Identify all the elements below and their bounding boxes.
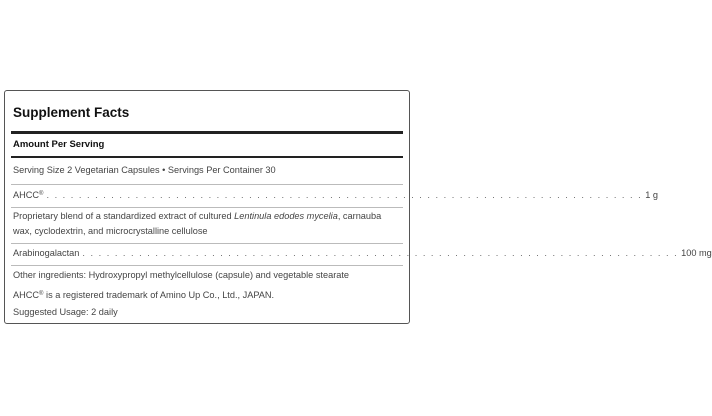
- thick-divider: [11, 131, 403, 134]
- proprietary-blend-description: Proprietary blend of a standardized extract of cultured Lentinula edodes mycelia, carnauba wax, cyclodextrin, and microcrystalline cellulose: [13, 211, 382, 236]
- row-divider: [11, 243, 403, 244]
- panel-title: Supplement Facts: [13, 105, 130, 120]
- serving-info: Serving Size 2 Vegetarian Capsules • Servings Per Container 30: [13, 165, 276, 175]
- other-ingredients: Other ingredients: Hydroxypropyl methylcellulose (capsule) and vegetable stearate: [13, 270, 350, 280]
- ingredient-quantity: 1 g: [645, 190, 658, 200]
- supplement-facts-panel: [4, 90, 712, 324]
- ingredient-row-arabinogalactan: [13, 246, 712, 261]
- registered-mark: ®: [39, 191, 44, 197]
- ingredient-row-ahcc: [13, 188, 658, 203]
- ingredient-quantity: 100 mg: [681, 248, 712, 258]
- medium-divider: [11, 156, 403, 158]
- dot-leader: . . . . . . . . . . . . . . . . . . . . . . . . . . . . . . . . . . . . . . . . . . . . . . . . . . . . . . . . . . . . . . . . . . . . . . . . . .: [46, 190, 643, 200]
- row-divider: [11, 207, 403, 208]
- amount-per-serving-header: Amount Per Serving: [13, 139, 105, 150]
- registered-mark: ®: [39, 291, 44, 297]
- trademark-notice: AHCC® is a registered trademark of Amino Up Co., Ltd., JAPAN.: [13, 290, 275, 300]
- ingredient-name: AHCC®: [13, 190, 44, 200]
- ingredient-name: Arabinogalactan: [13, 248, 80, 258]
- species-name: Lentinula edodes mycelia: [234, 211, 338, 221]
- row-divider: [11, 265, 403, 266]
- suggested-usage: Suggested Usage: 2 daily: [13, 307, 118, 317]
- dot-leader: . . . . . . . . . . . . . . . . . . . . . . . . . . . . . . . . . . . . . . . . . . . . . . . . . . . . . . . . . . . . . . . . . . . . . . . . . .: [82, 248, 679, 258]
- row-divider: [11, 184, 403, 185]
